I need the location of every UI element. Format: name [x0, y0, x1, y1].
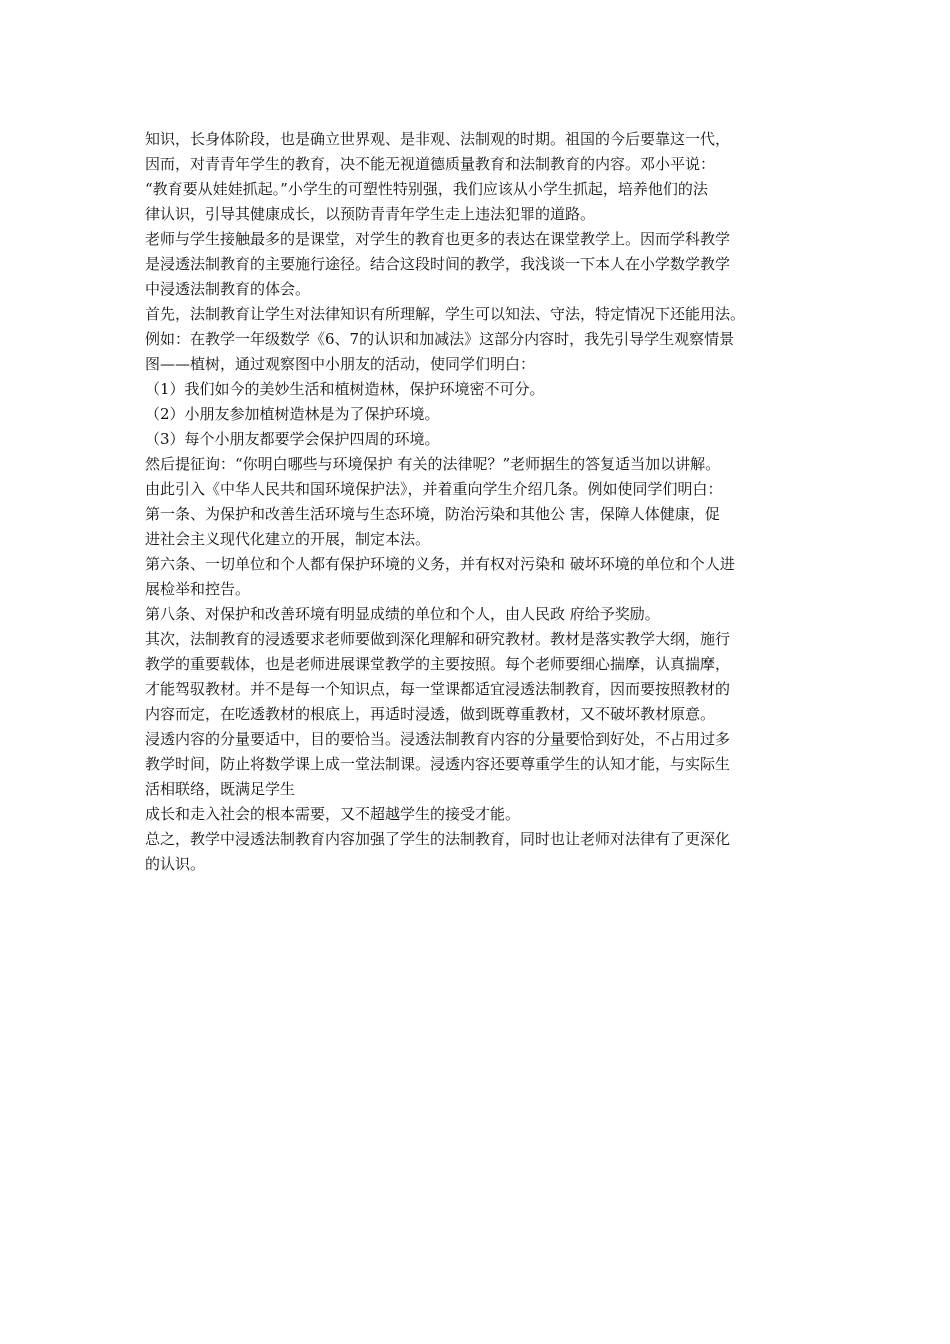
text-line: 第一条、为保护和改善生活环境与生态环境，防治污染和其他公 害，保障人体健康，促	[145, 505, 720, 523]
text-line: 第六条、一切单位和个人都有保护环境的义务，并有权对污染和 破坏环境的单位和个人进	[145, 555, 735, 573]
text-line: 教学的重要载体，也是老师进展课堂教学的主要按照。每个老师要细心揣摩，认真揣摩，	[145, 655, 731, 673]
text-line: 例如：在教学一年级数学《6、7的认识和加减法》这部分内容时，我先引导学生观察情景	[145, 330, 735, 348]
document-body	[145, 127, 815, 877]
text-line: 总之，教学中浸透法制教育内容加强了学生的法制教育，同时也让老师对法律有了更深化	[145, 830, 731, 848]
text-line: 中浸透法制教育的体会。	[145, 280, 311, 298]
text-line: 的认识。	[145, 855, 206, 873]
text-line: 活相联络，既满足学生	[145, 780, 296, 798]
text-line: 律认识，引导其健康成长，以预防青青年学生走上违法犯罪的道路。	[145, 205, 596, 223]
text-line: 展检举和控告。	[145, 580, 251, 598]
list-item: （1）我们如今的美妙生活和植树造林，保护环境密不可分。	[145, 380, 545, 398]
text-line: “教育要从娃娃抓起。”小学生的可塑性特别强，我们应该从小学生抓起，培养他们的法	[145, 180, 708, 198]
text-line: 内容而定，在吃透教材的根底上，再适时浸透，做到既尊重教材，又不破坏教材原意。	[145, 705, 716, 723]
list-item: （3）每个小朋友都要学会保护四周的环境。	[145, 430, 440, 448]
text-line: 成长和走入社会的根本需要，又不超越学生的接受才能。	[145, 805, 521, 823]
text-line: 由此引入《中华人民共和国环境保护法》，并着重向学生介绍几条。例如使同学们明白：	[145, 480, 723, 498]
text-line: 是浸透法制教育的主要施行途径。结合这段时间的教学，我浅谈一下本人在小学数学教学	[145, 255, 731, 273]
text-line: 然后提征询：“你明白哪些与环境保护 有关的法律呢？”老师据生的答复适当加以讲解。	[145, 455, 721, 473]
text-line: 第八条、对保护和改善环境有明显成绩的单位和个人，由人民政 府给予奖励。	[145, 605, 660, 623]
text-line: 图——植树，通过观察图中小朋友的活动，使同学们明白：	[145, 355, 536, 373]
text-line: 知识，长身体阶段，也是确立世界观、是非观、法制观的时期。祖国的今后要靠这一代，	[145, 130, 731, 148]
text-line: 浸透内容的分量要适中，目的要恰当。浸透法制教育内容的分量要恰到好处，不占用过多	[145, 730, 731, 748]
text-line: 因而，对青青年学生的教育，决不能无视道德质量教育和法制教育的内容。邓小平说：	[145, 155, 716, 173]
list-item: （2）小朋友参加植树造林是为了保护环境。	[145, 405, 440, 423]
text-line: 教学时间，防止将数学课上成一堂法制课。浸透内容还要尊重学生的认知才能，与实际生	[145, 755, 731, 773]
text-line: 老师与学生接触最多的是课堂，对学生的教育也更多的表达在课堂教学上。因而学科教学	[145, 230, 731, 248]
text-line: 首先，法制教育让学生对法律知识有所理解，学生可以知法、守法，特定情况下还能用法。	[145, 305, 746, 323]
text-line: 才能驾驭教材。并不是每一个知识点，每一堂课都适宜浸透法制教育，因而要按照教材的	[145, 680, 731, 698]
text-line: 进社会主义现代化建立的开展，制定本法。	[145, 530, 431, 548]
text-line: 其次，法制教育的浸透要求老师要做到深化理解和研究教材。教材是落实教学大纲，施行	[145, 630, 731, 648]
